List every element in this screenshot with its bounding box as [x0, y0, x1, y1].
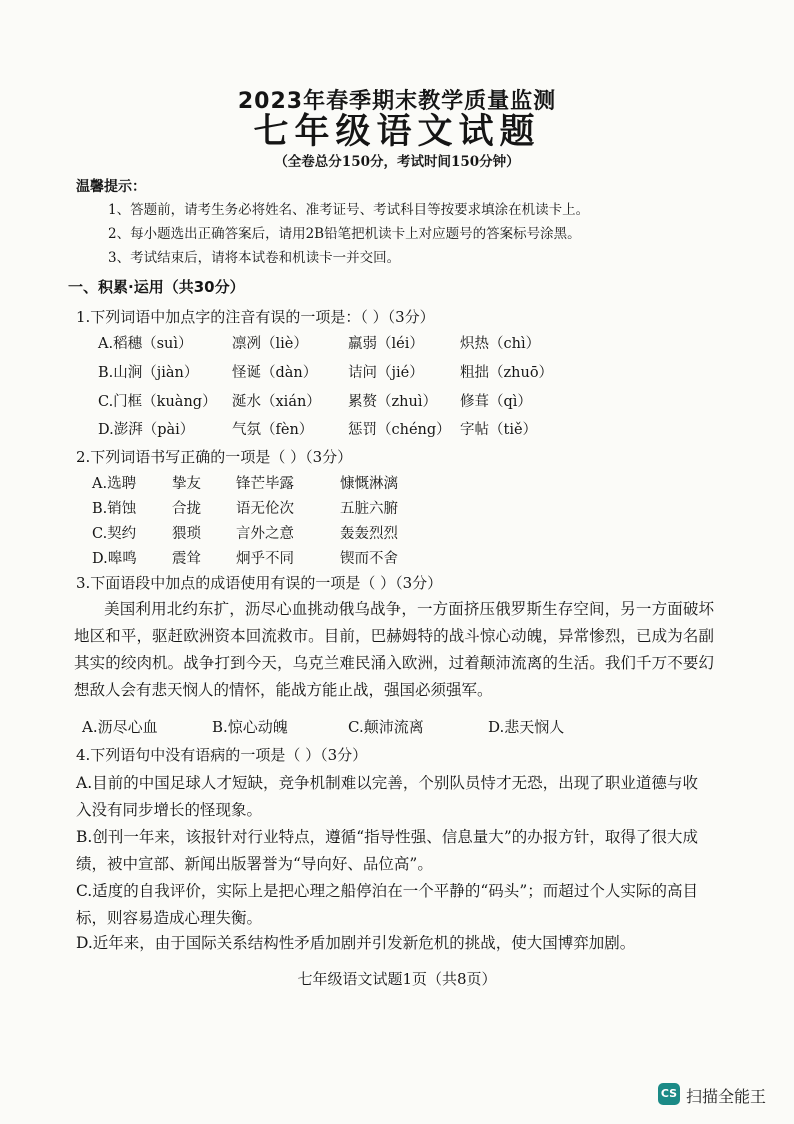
q3-option: B.惊心动魄 [212, 718, 288, 736]
q1-option: 粗拙（zhuō） [460, 365, 554, 381]
camscanner-watermark: 扫描全能王 [686, 1087, 767, 1106]
q1-option: 字帖（tiě） [460, 422, 538, 438]
q4-option-text: B.创刊一年来，该报针对行业特点，遵循“指导性强、信息量大”的办报方针，取得了很大成绩，被中宣部、新闻出版署誉为“导向好、品位高”。 [76, 828, 698, 873]
q2-option: A.选聘 [92, 476, 137, 492]
q2-option: 挚友 [172, 476, 201, 492]
q1-option: 修葺（qì） [460, 394, 532, 410]
q1-option: 累赘（zhuì） [348, 394, 437, 410]
tips-heading: 温馨提示： [76, 179, 146, 195]
q4-option [76, 930, 698, 957]
exam-subtitle: （全卷总分150分，考试时间150分钟） [274, 154, 520, 170]
q3-option: D.悲天悯人 [488, 718, 565, 736]
q1-option: A.稻穗（suì） [98, 336, 193, 352]
q1-option: B.山涧（jiàn） [98, 365, 199, 381]
q1-option: 气氛（fèn） [232, 422, 314, 438]
tip-item: 2、每小题选出正确答案后，请用2B铅笔把机读卡上对应题号的答案标号涂黑。 [108, 226, 581, 242]
q1-option: C.门框（kuàng） [98, 394, 217, 410]
q2-option: 锲而不舍 [340, 551, 398, 567]
q4-option [76, 770, 698, 824]
q3-passage [74, 596, 714, 704]
q2-option: B.销蚀 [92, 501, 137, 517]
q3-option: C.颠沛流离 [348, 718, 424, 736]
page-footer: 七年级语文试题1页（共8页） [297, 970, 497, 988]
q2-option: 锋芒毕露 [236, 476, 294, 492]
q1-option: 诘问（jié） [348, 365, 424, 381]
q2-option: 猥琐 [172, 526, 201, 542]
q2-option: C.契约 [92, 526, 137, 542]
exam-title-line2: 七年级语文试题 [253, 111, 541, 152]
q4-option-text: A.目前的中国足球人才短缺，竞争机制难以完善，个别队员恃才无恐，出现了职业道德与收入没有同步增长的怪现象。 [76, 774, 698, 819]
q1-option: 炽热（chì） [460, 336, 541, 352]
tip-item: 1、答题前，请考生务必将姓名、准考证号、考试科目等按要求填涂在机读卡上。 [108, 202, 590, 218]
q1-option: 涎水（xián） [232, 394, 321, 410]
q2-option: 合拢 [172, 501, 201, 517]
tip-item: 3、考试结束后，请将本试卷和机读卡一并交回。 [108, 250, 401, 266]
question-2-stem: 2.下列词语书写正确的一项是（ ）（3分） [76, 448, 353, 466]
q1-option: 羸弱（léi） [348, 336, 424, 352]
q1-option: D.澎湃（pài） [98, 422, 195, 438]
q2-option: 炯乎不同 [236, 551, 294, 567]
section-heading: 一、积累·运用（共30分） [68, 278, 245, 296]
q1-option: 惩罚（chéng） [348, 422, 451, 438]
q3-option: A.沥尽心血 [82, 718, 158, 736]
exam-title-line1: 2023年春季期末教学质量监测 [237, 89, 557, 114]
question-4-stem: 4.下列语句中没有语病的一项是（ ）（3分） [76, 746, 368, 764]
q1-option: 凛冽（liè） [232, 336, 308, 352]
q4-option [76, 878, 698, 932]
q2-option: D.嗥鸣 [92, 551, 137, 567]
question-3-stem: 3.下面语段中加点的成语使用有误的一项是（ ）（3分） [76, 574, 443, 592]
q1-option: 怪诞（dàn） [232, 365, 318, 381]
q2-option: 轰轰烈烈 [340, 526, 398, 542]
q2-option: 语无伦次 [236, 501, 294, 517]
q2-option: 慷慨淋漓 [340, 476, 398, 492]
question-1-stem: 1.下列词语中加点字的注音有误的一项是：（ ）（3分） [76, 308, 435, 326]
q2-option: 言外之意 [236, 526, 294, 542]
camscanner-logo-icon: CS [658, 1083, 680, 1105]
q4-option [76, 824, 698, 878]
q4-option-text: D.近年来，由于国际关系结构性矛盾加剧并引发新危机的挑战，使大国博弈加剧。 [76, 934, 636, 952]
q3-passage-text: 美国利用北约东扩，沥尽心血挑动俄乌战争，一方面挤压俄罗斯生存空间，另一方面破坏地区和平，驱赶欧洲资本回流救市。目前，巴赫姆特的战斗惊心动魄，异常惨烈，已成为名副其实的绞肉机。战争打到今天，乌克兰难民涌入欧洲，过着颠沛流离的生活。我们千万不要幻想敌人会有悲天悯人的情怀，能战方能止战，强国必须强军。 [74, 600, 714, 699]
q2-option: 震耸 [172, 551, 201, 567]
q4-option-text: C.适度的自我评价，实际上是把心理之船停泊在一个平静的“码头”；而超过个人实际的高目标，则容易造成心理失衡。 [76, 882, 698, 927]
q2-option: 五脏六腑 [340, 501, 398, 517]
